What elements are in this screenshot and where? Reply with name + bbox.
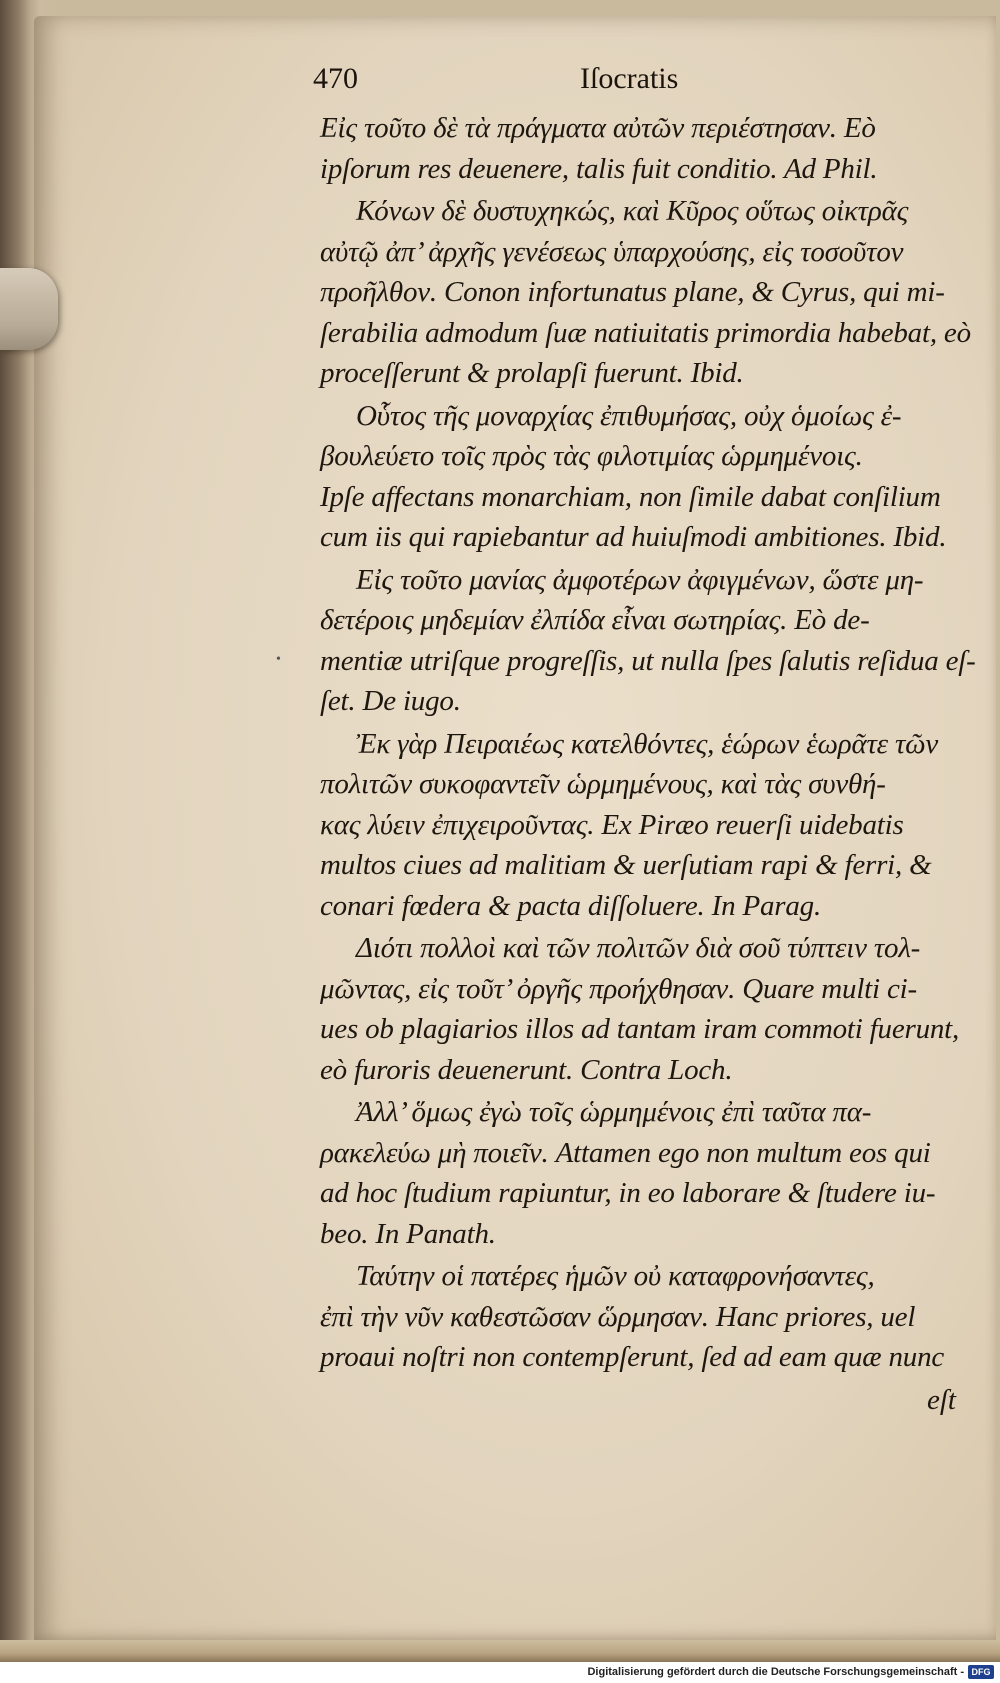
text-line: ἐπὶ τὴν νῦν καθεστῶσαν ὥρμησαν. Hanc priores, uel: [320, 1300, 916, 1333]
text-line: Ἐκ γὰρ Πειραιέως κατελθόντες, ἑώρων ἑωρᾶτε τῶν: [356, 727, 939, 760]
text-line: Ταύτην οἱ πατέρες ἡμῶν οὐ καταφρονήσαντες,: [356, 1260, 875, 1292]
paragraph: [320, 1092, 960, 1254]
paragraph: [320, 1256, 960, 1378]
text-line: ſet. De iugo.: [320, 685, 461, 717]
text-line: κας λύειν ἐπιχειροῦντας. Ex Piræo reuerſi uidebatis: [320, 808, 904, 841]
text-line: αὐτῷ ἀπ’ ἀρχῆς γενέσεως ὑπαρχούσης, εἰς τοσοῦτον: [320, 235, 904, 268]
paragraph: [320, 560, 976, 722]
footer-credit: Digitalisierung gefördert durch die Deutsche Forschungsgemeinschaft -: [587, 1666, 964, 1678]
running-head: Iſocratis: [580, 62, 679, 95]
text-line: ſerabilia admodum ſuæ natiuitatis primordia habebat, eò: [320, 316, 971, 349]
paragraph: [320, 928, 960, 1090]
margin-speck: •: [276, 652, 281, 667]
dfg-logo: DFG: [968, 1665, 994, 1679]
text-line: Οὗτος τῆς μοναρχίας ἐπιθυμήσας, οὐχ ὁμοίως ἐ-: [356, 399, 902, 432]
paragraph: [320, 396, 960, 558]
paragraph: [320, 108, 960, 189]
text-line: eò furoris deuenerunt. Contra Loch.: [320, 1053, 733, 1086]
text-line: ipſorum res deuenere, talis fuit conditio. Ad Phil.: [320, 152, 878, 185]
paragraph: [320, 191, 971, 394]
text-line: cum iis qui rapiebantur ad huiuſmodi ambitiones. Ibid.: [320, 521, 947, 553]
text-line: Ἀλλ’ ὅμως ἐγὼ τοῖς ὡρμημένοις ἐπὶ ταῦτα πα-: [356, 1096, 872, 1128]
page-number: 470: [313, 62, 358, 95]
text-line: ad hoc ſtudium rapiuntur, in eo laborare & ſtudere iu-: [320, 1177, 936, 1209]
text-line: proceſſerunt & prolapſi fuerunt. Ibid.: [320, 357, 744, 389]
text-line: ues ob plagiarios illos ad tantam iram commoti fuerunt,: [320, 1013, 960, 1045]
text-line: multos ciues ad malitiam & uerſutiam rapi & ferri, &: [320, 849, 932, 881]
text-line: Ipſe affectans monarchiam, non ſimile dabat conſilium: [320, 480, 941, 513]
text-line: μῶντας, εἰς τοῦτ’ ὀργῆς προήχθησαν. Quare multi ci-: [320, 972, 917, 1005]
text-line: proaui noſtri non contempſerunt, ſed ad eam quæ nunc: [320, 1341, 945, 1373]
text-line: ρακελεύω μὴ ποιεῖν. Attamen ego non multum eos qui: [320, 1136, 931, 1169]
text-line: Κόνων δὲ δυστυχηκώς, καὶ Κῦρος οὕτως οἰκτρᾶς: [356, 195, 909, 227]
text-line: conari fœdera & pacta diſſoluere. In Parag.: [320, 889, 821, 922]
text-line: Διότι πολλοὶ καὶ τῶν πολιτῶν διὰ σοῦ τύπτειν τολ-: [356, 932, 921, 964]
text-line: πολιτῶν συκοφαντεῖν ὡρμημένους, καὶ τὰς συνθή-: [320, 768, 886, 800]
text-line: προῆλθον. Conon infortunatus plane, & Cyrus, qui mi-: [320, 276, 945, 308]
page-bottom-edge: [0, 1640, 1000, 1662]
paragraph: [320, 724, 960, 927]
page-clip-tab: [0, 268, 58, 350]
text-line: mentiæ utriſque progreſſis, ut nulla ſpes ſalutis reſidua eſ-: [320, 644, 976, 677]
text-line: Εἰς τοῦτο δὲ τὰ πράγματα αὐτῶν περιέστησαν. Eò: [320, 112, 876, 144]
text-line: δετέροις μηδεμίαν ἐλπίδα εἶναι σωτηρίας. Eò de-: [320, 604, 870, 636]
body-text: [320, 108, 976, 1420]
text-line: Εἰς τοῦτο μανίας ἀμφοτέρων ἀφιγμένων, ὥστε μη-: [356, 563, 924, 596]
text-line: βουλεύετο τοῖς πρὸς τὰς φιλοτιμίας ὡρμημένοις.: [320, 440, 863, 472]
text-line: beo. In Panath.: [320, 1217, 496, 1250]
catchword: eſt: [927, 1383, 956, 1416]
